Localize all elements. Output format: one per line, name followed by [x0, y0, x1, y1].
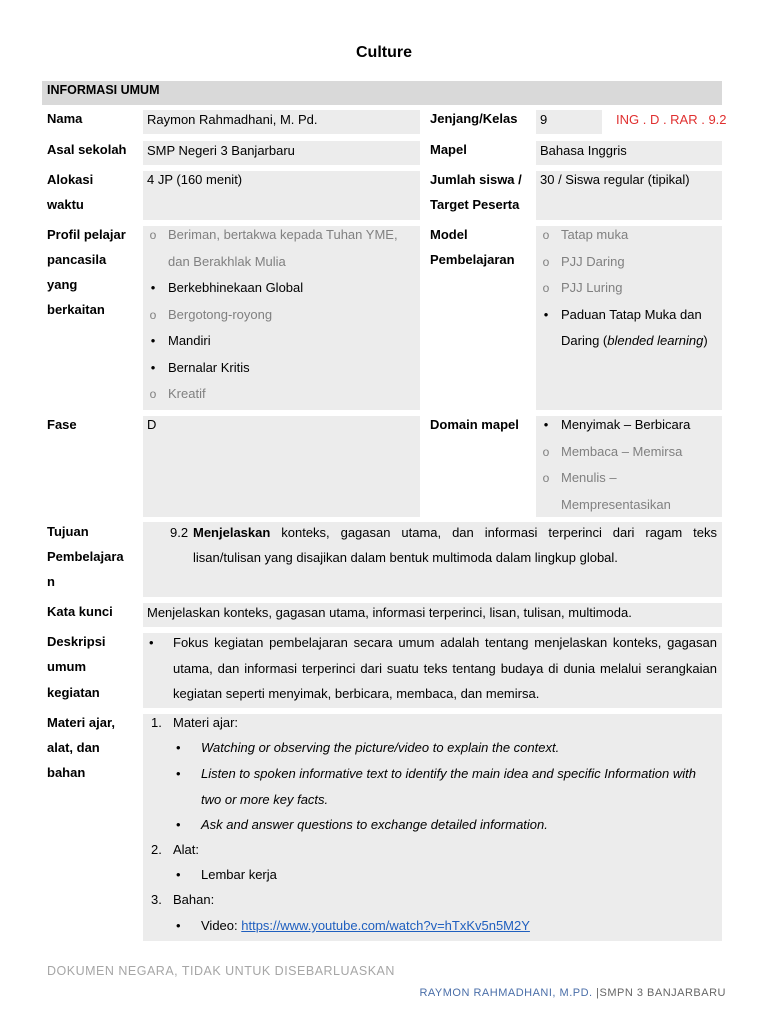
- asal-label: Asal sekolah: [47, 142, 127, 157]
- jenjang-label: Jenjang/Kelas: [430, 111, 518, 126]
- materi-title-3: Bahan:: [173, 892, 215, 907]
- domain-item: o Menulis – Mempresentasikan: [536, 465, 722, 518]
- materi-item: Ask and answer questions to exchange detailed information.: [201, 817, 548, 832]
- materi-num-2: 2.: [151, 842, 162, 857]
- model-item: o Tatap muka: [536, 222, 722, 249]
- domain-list-cell: [536, 416, 722, 517]
- kata-kunci-value: Menjelaskan konteks, gagasan utama, informasi terperinci, lisan, tulisan, multimoda.: [143, 603, 722, 627]
- mapel-label: Mapel: [430, 142, 467, 157]
- domain-item: o Membaca – Memirsa: [536, 439, 722, 466]
- profil-item: • Bernalar Kritis: [143, 355, 420, 382]
- circle-bullet-icon: o: [542, 254, 550, 269]
- materi-title-1: Materi ajar:: [173, 715, 239, 730]
- jumlah-label-1: Jumlah siswa /: [430, 172, 522, 187]
- circle-bullet-icon: o: [149, 387, 157, 401]
- circle-bullet-icon: o: [149, 228, 157, 242]
- alokasi-label-1: Alokasi: [47, 172, 94, 187]
- circle-bullet-icon: o: [542, 281, 550, 295]
- model-list-cell: [536, 226, 722, 410]
- footer-author: RAYMON RAHMADHANI, M.PD. |SMPN 3 BANJARBARU: [419, 987, 726, 999]
- profil-list: [143, 222, 420, 408]
- bullet-icon: [539, 302, 553, 329]
- circle-bullet-icon: o: [542, 471, 550, 485]
- profil-item: • Mandiri: [143, 328, 420, 355]
- bullet-icon: [146, 328, 160, 355]
- materi-item: Watching or observing the picture/video to explain the context.: [201, 740, 560, 755]
- jumlah-label-2: Target Peserta: [430, 197, 520, 212]
- model-item: • Paduan Tatap Muka dan Daring (blended learning): [536, 302, 722, 355]
- materi-num-3: 3.: [151, 892, 162, 907]
- profil-item: • Berkebhinekaan Global: [143, 275, 420, 302]
- bullet-icon: [146, 275, 160, 302]
- model-item: o PJJ Luring: [536, 275, 722, 302]
- domain-label: Domain mapel: [430, 417, 519, 432]
- circle-bullet-icon: o: [542, 444, 550, 459]
- model-item: o PJJ Daring: [536, 249, 722, 276]
- video-line: Video: https://www.youtube.com/watch?v=hTxKv5n5M2Y: [201, 918, 530, 933]
- alokasi-value: 4 JP (160 menit): [143, 171, 420, 220]
- tujuan-cell: [143, 522, 722, 597]
- profil-item: o Beriman, bertakwa kepada Tuhan YME, dan Berakhlak Mulia: [143, 222, 420, 275]
- materi-cell: [143, 714, 722, 941]
- bullet-icon: [176, 735, 181, 761]
- fase-label: Fase: [47, 417, 77, 432]
- bullet-icon: [176, 812, 181, 838]
- bullet-icon: [146, 355, 160, 382]
- domain-item: • Menyimak – Berbicara: [536, 412, 722, 439]
- materi-title-2: Alat:: [173, 842, 200, 857]
- domain-list: [536, 412, 722, 518]
- circle-bullet-icon: o: [149, 307, 157, 322]
- bullet-icon: [176, 761, 181, 787]
- model-list: [536, 222, 722, 355]
- fase-value: D: [143, 416, 420, 517]
- nama-label: Nama: [47, 111, 83, 126]
- jenjang-value: 9: [536, 110, 602, 134]
- bullet-icon: [176, 862, 181, 888]
- profil-item: o Kreatif: [143, 381, 420, 408]
- materi-item: Lembar kerja: [201, 867, 277, 882]
- kata-kunci-label: Kata kunci: [47, 604, 113, 619]
- tujuan-text: Menjelaskan konteks, gagasan utama, dan informasi terperinci dari ragam teks lisan/tulisan yang disajikan dalam bentuk multimoda dalam lingkup global.: [193, 525, 717, 565]
- tujuan-number: 9.2: [170, 525, 189, 540]
- circle-bullet-icon: o: [542, 228, 550, 242]
- asal-value: SMP Negeri 3 Banjarbaru: [143, 141, 420, 165]
- nama-value: Raymon Rahmadhani, M. Pd.: [143, 110, 420, 134]
- materi-num-1: 1.: [151, 715, 162, 730]
- profil-item: o Bergotong-royong: [143, 302, 420, 329]
- deskripsi-cell: [143, 633, 722, 708]
- mapel-value: Bahasa Inggris: [536, 141, 722, 165]
- alokasi-label-2: waktu: [47, 197, 84, 212]
- document-title: Culture: [356, 44, 412, 61]
- section-heading: INFORMASI UMUM: [42, 81, 722, 105]
- video-link[interactable]: https://www.youtube.com/watch?v=hTxKv5n5M2Y: [241, 918, 530, 933]
- materi-item: Listen to spoken informative text to identify the main idea and specific Information with two or more key facts.: [201, 766, 696, 807]
- bullet-icon: [176, 913, 181, 939]
- footer-confidential: DOKUMEN NEGARA, TIDAK UNTUK DISEBARLUASKAN: [47, 964, 395, 978]
- jumlah-value: 30 / Siswa regular (tipikal): [536, 171, 722, 220]
- kelas-code: ING . D . RAR . 9.2: [616, 112, 727, 127]
- deskripsi-text: Fokus kegiatan pembelajaran secara umum adalah tentang menjelaskan konteks, gagasan utama, dan informasi terperinci dari suatu teks tentang budaya di dunia melalui serangkaian kegiatan seperti menyimak, berbicara, membaca, dan memirsa.: [173, 635, 717, 701]
- bullet-icon: [149, 630, 154, 655]
- bullet-icon: [539, 412, 553, 439]
- profil-list-cell: [143, 226, 420, 410]
